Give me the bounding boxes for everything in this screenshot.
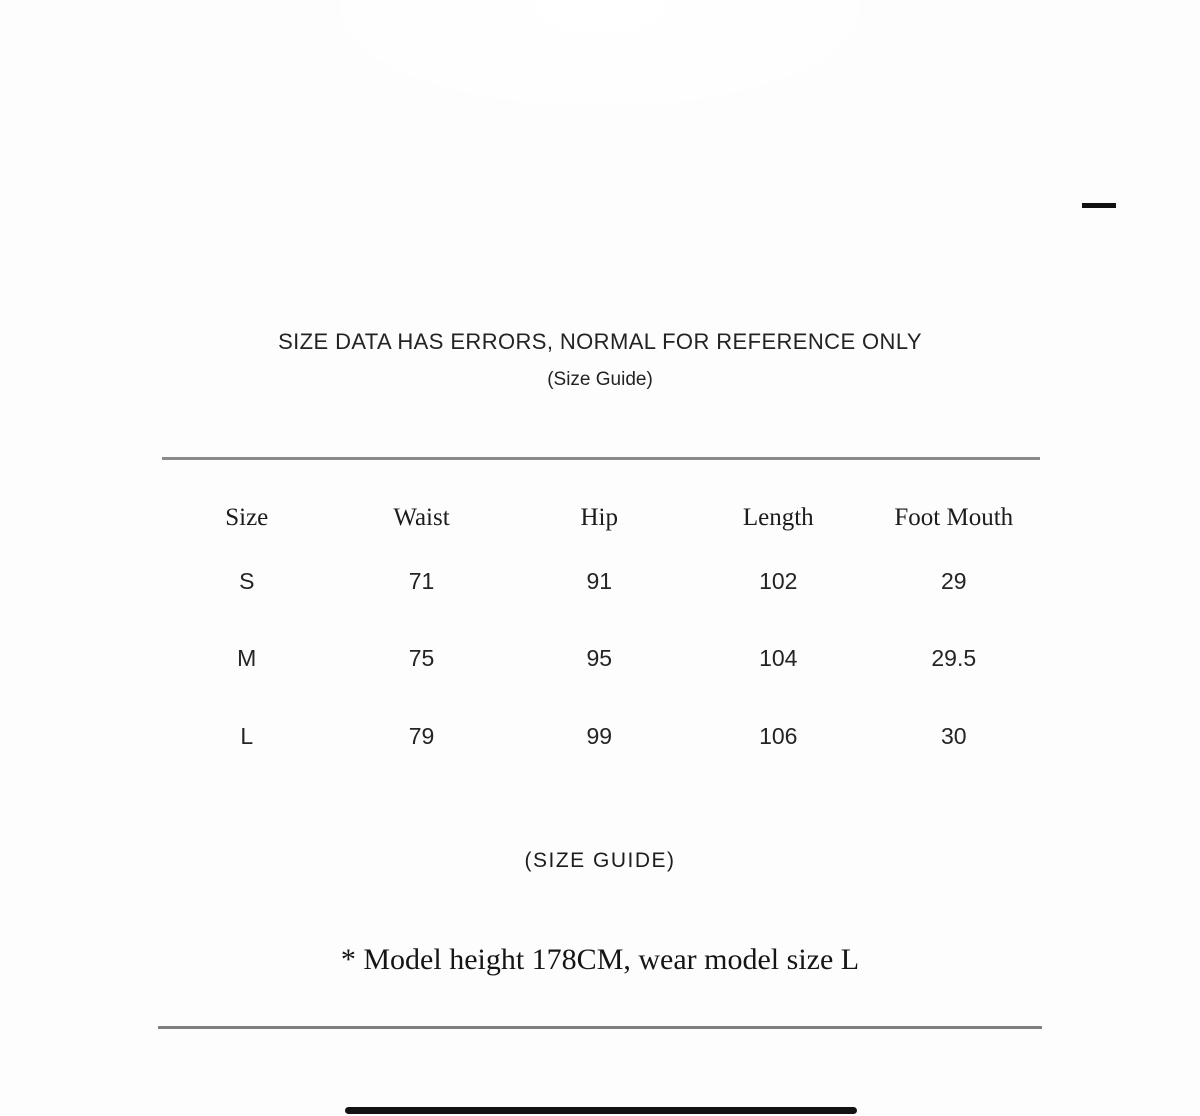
- home-indicator-bar: [345, 1107, 857, 1114]
- size-disclaimer-title: SIZE DATA HAS ERRORS, NORMAL FOR REFERENCE ONLY: [278, 329, 922, 354]
- cell-waist: 79: [408, 723, 435, 749]
- column-header-foot-mouth: Foot Mouth: [894, 504, 1014, 531]
- column-header-size: Size: [225, 504, 269, 531]
- table-row-size-l: [160, 721, 1040, 751]
- table-row-size-m: [160, 643, 1040, 673]
- column-header-length: Length: [742, 504, 814, 531]
- column-header-waist: Waist: [393, 504, 450, 531]
- bottom-divider: [158, 1026, 1042, 1029]
- cell-size: S: [239, 568, 255, 594]
- cell-length: 102: [759, 568, 798, 594]
- cell-length: 104: [759, 645, 798, 671]
- size-guide-subtitle: (Size Guide): [547, 369, 653, 390]
- cell-waist: 75: [408, 645, 435, 671]
- model-height-note: * Model height 178CM, wear model size L: [340, 943, 860, 976]
- cell-hip: 95: [586, 645, 613, 671]
- column-header-hip: Hip: [580, 504, 618, 531]
- top-right-dash-mark: [1082, 203, 1116, 208]
- cell-size: M: [237, 645, 257, 671]
- cell-foot-mouth: 29: [940, 568, 967, 594]
- cell-waist: 71: [408, 568, 435, 594]
- cell-foot-mouth: 29.5: [931, 645, 977, 671]
- table-row-size-s: [160, 566, 1040, 596]
- background-glow: [250, 0, 950, 140]
- size-table-header-row: [160, 503, 1040, 533]
- cell-foot-mouth: 30: [940, 723, 967, 749]
- cell-size: L: [240, 723, 254, 749]
- cell-hip: 99: [586, 723, 613, 749]
- cell-length: 106: [759, 723, 798, 749]
- table-top-divider: [162, 457, 1040, 460]
- size-guide-section-label: (SIZE GUIDE): [524, 849, 676, 872]
- cell-hip: 91: [586, 568, 613, 594]
